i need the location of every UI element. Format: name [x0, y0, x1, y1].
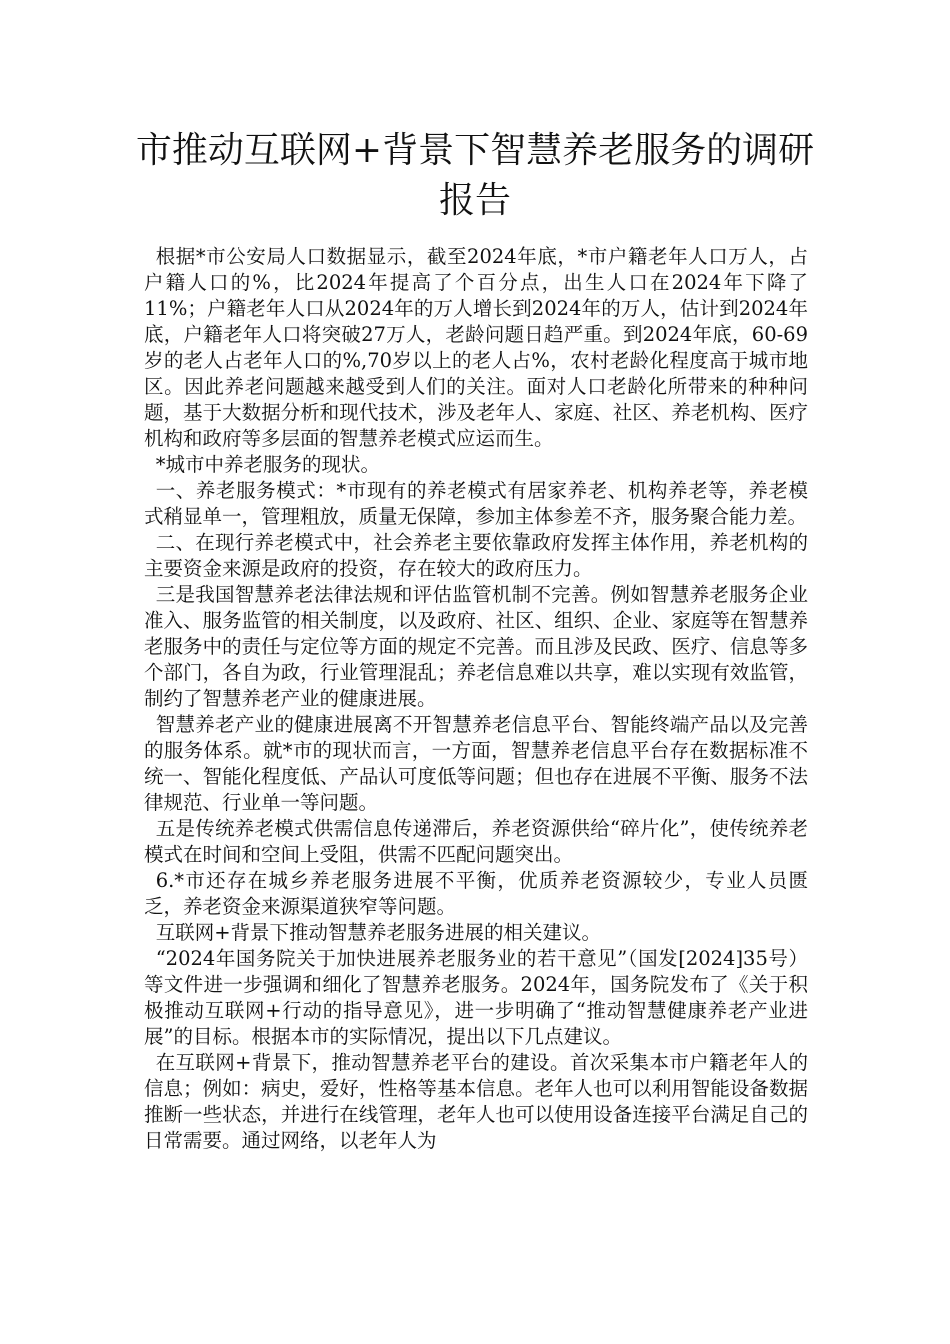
paragraph-supply-demand: 五是传统养老模式供需信息传递滞后，养老资源供给“碎片化”，使传统养老模式在时间和空间上受阻，供需不匹配问题突出。 — [144, 817, 808, 866]
paragraph-service-model: 一、养老服务模式：*市现有的养老模式有居家养老、机构养老等，养老模式稍显单一，管理粗放，质量无保障，参加主体参差不齐，服务聚合能力差。 — [144, 479, 808, 528]
paragraph-government-role: 二、在现行养老模式中，社会养老主要依靠政府发挥主体作用，养老机构的主要资金来源是政府的投资，存在较大的政府压力。 — [144, 531, 808, 580]
paragraph-platform: 在互联网+背景下，推动智慧养老平台的建设。首次采集本市户籍老年人的信息；例如：病史，爱好，性格等基本信息。老年人也可以利用智能设备数据推断一些状态，并进行在线管理，老年人也可以使用设备连接平台满足自己的日常需要。通过网络，以老年人为 — [144, 1051, 808, 1152]
paragraph-heading-status: *城市中养老服务的现状。 — [155, 453, 380, 476]
paragraph-regulation: 三是我国智慧养老法律法规和评估监管机制不完善。例如智慧养老服务企业准入、服务监管的相关制度，以及政府、社区、组织、企业、家庭等在智慧养老服务中的责任与定位等方面的规定不完善。而且涉及民政、医疗、信息等多个部门，各自为政，行业管理混乱；养老信息难以共享，难以实现有效监管，制约了智慧养老产业的健康进展。 — [144, 583, 808, 710]
paragraph-industry: 智慧养老产业的健康进展离不开智慧养老信息平台、智能终端产品以及完善的服务体系。就*市的现状而言，一方面，智慧养老信息平台存在数据标准不统一、智能化程度低、产品认可度低等问题；但也存在进展不平衡、服务不法律规范、行业单一等问题。 — [144, 713, 808, 814]
paragraph-policy: “2024年国务院关于加快进展养老服务业的若干意见”（国发[2024]35号）等文件进一步强调和细化了智慧养老服务。2024年，国务院发布了《关于积极推动互联网+行动的指导意见》，进一步明确了“推动智慧健康养老产业进展”的目标。根据本市的实际情况，提出以下几点建议。 — [144, 947, 808, 1048]
paragraph-heading-suggestions: 互联网+背景下推动智慧养老服务进展的相关建议。 — [155, 921, 602, 944]
document-title: 市推动互联网+背景下智慧养老服务的调研报告 — [135, 130, 815, 221]
paragraph-urban-rural: 6.*市还存在城乡养老服务进展不平衡，优质养老资源较少，专业人员匮乏，养老资金来源渠道狭窄等问题。 — [144, 869, 808, 918]
document-body — [144, 244, 808, 1154]
paragraph-intro: 根据*市公安局人口数据显示，截至2024年底，*市户籍老年人口万人，占户籍人口的%，比2024年提高了个百分点，出生人口在2024年下降了11%；户籍老年人口从2024年的万人增长到2024年的万人，估计到2024年底，户籍老年人口将突破27万人，老龄问题日趋严重。到2024年底，60-69岁的老人占老年人口的%,70岁以上的老人占%，农村老龄化程度高于城市地区。因此养老问题越来越受到人们的关注。面对人口老龄化所带来的种种问题，基于大数据分析和现代技术，涉及老年人、家庭、社区、养老机构、医疗机构和政府等多层面的智慧养老模式应运而生。 — [144, 245, 808, 450]
